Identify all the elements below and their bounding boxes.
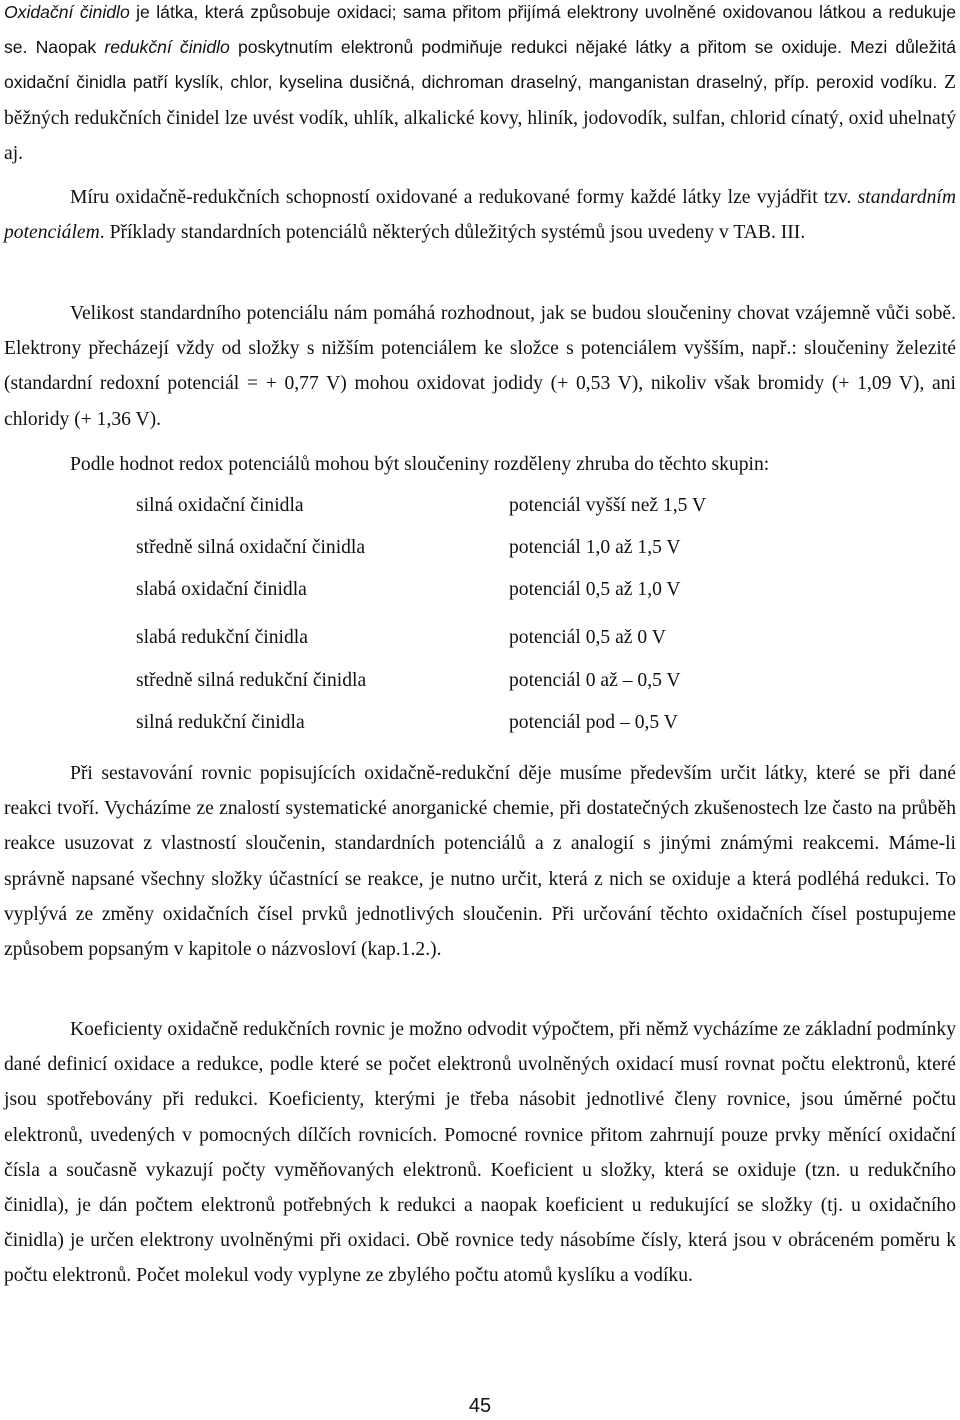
table-row <box>136 492 776 520</box>
paragraph-standard-potential <box>4 180 956 250</box>
paragraph1-text-c: Z běžných redukčních činidel lze uvést vodík, uhlík, alkalické kovy, hliník, jodovodík, sulfan, chlorid cínatý, oxid uhelnatý aj. <box>4 72 956 164</box>
paragraph2-text-a: Míru oxidačně-redukčních schopností oxidované a redukované formy každé látky lze vyjádřit tzv. <box>70 187 858 208</box>
group-potential: potenciál 1,0 až 1,5 V <box>509 537 681 558</box>
group-potential: potenciál 0,5 až 0 V <box>509 627 666 648</box>
group-potential: potenciál 0 až – 0,5 V <box>509 670 681 691</box>
group-label: silná oxidační činidla <box>136 495 304 516</box>
paragraph1-text-b: poskytnutím elektronů podmiňuje redukci nějaké látky a přitom se oxiduje. Mezi důležitá oxidační činidla patří kyslík, chlor, kyselina dusičná, dichroman draselný, manganistan draselný, příp. peroxid vodíku. <box>4 37 957 93</box>
paragraph-oxidants-reductants <box>4 0 956 171</box>
paragraph1-text-a: je látka, která způsobuje oxidaci; sama přitom přijímá elektrony uvolněné oxidovanou látkou a redukuje se. Naopak <box>4 2 956 58</box>
paragraph-groups-intro <box>4 447 956 482</box>
table-row <box>136 534 776 562</box>
table-row <box>136 667 776 695</box>
group-label: slabá oxidační činidla <box>136 579 307 600</box>
group-potential: potenciál vyšší než 1,5 V <box>509 495 707 516</box>
term-standard-potential: standardním potenciálem <box>4 187 956 244</box>
paragraph-equations <box>4 756 956 967</box>
page-number: 45 <box>468 1395 492 1417</box>
table-row <box>136 709 776 737</box>
group-label: slabá redukční činidla <box>136 627 308 648</box>
paragraph2-text-b: . Příklady standardních potenciálů některých důležitých systémů jsou uvedeny v TAB. III. <box>99 222 806 244</box>
paragraph4-text: Podle hodnot redox potenciálů mohou být sloučeniny rozděleny zhruba do těchto skupin: <box>70 454 770 475</box>
group-potential: potenciál 0,5 až 1,0 V <box>509 579 681 600</box>
group-label: silná redukční činidla <box>136 712 305 733</box>
paragraph5-text: Při sestavování rovnic popisujících oxidačně-redukční děje musíme především určit látky, které se při dané reakci tvoří. Vycházíme ze znalostí systematické anorganické chemie, při dostatečných zkušenostech lze často na průběh reakce usuzovat z vlastností sloučenin, standardních potenciálů a z analogií s jinými známými reakcemi. Máme-li správně napsané všechny složky účastnící se reakce, je nutno určit, která z nich se oxiduje a která podléhá redukci. To vyplývá ze změny oxidačních čísel prvků jednotlivých sloučenin. Při určování těchto oxidačních čísel postupujeme způsobem popsaným v kapitole o názvosloví (kap.1.2.). <box>4 763 956 961</box>
table-row <box>136 576 776 604</box>
table-row <box>136 624 776 652</box>
paragraph6-text: Koeficienty oxidačně redukčních rovnic je možno odvodit výpočtem, při němž vycházíme ze základní podmínky dané definicí oxidace a redukce, podle které se počet elektronů uvolněných oxidací musí rovnat počtu elektronů, které jsou spotřebovány při redukci. Koeficienty, kterými je třeba násobit jednotlivé členy rovnice, jsou úměrné počtu elektronů, uvedených v pomocných dílčích rovnicích. Pomocné rovnice přitom zahrnují pouze prvky měnící oxidační čísla a současně vykazují počty vyměňovaných elektronů. Koeficient u složky, která se oxiduje (tzn. u redukčního činidla), je dán počtem elektronů potřebných k redukci a naopak koeficient u redukující se složky (tj. u oxidačního činidla) je určen elektrony uvolněnými při oxidaci. Obě rovnice tedy násobíme čísly, která jsou v obráceném poměru k počtu elektronů. Počet molekul vody vyplyne ze zbylého počtu atomů kyslíku a vodíku. <box>4 1019 956 1287</box>
term-oxidant: Oxidační činidlo <box>4 2 130 22</box>
group-label: středně silná redukční činidla <box>136 670 367 691</box>
term-reductant: redukční činidlo <box>104 37 230 58</box>
paragraph3-text: Velikost standardního potenciálu nám pomáhá rozhodnout, jak se budou sloučeniny chovat vzájemně vůči sobě. Elektrony přecházejí vždy od složky s nižším potenciálem ke složce s potenciálem vyšším, např.: sloučeniny železité (standardní redoxní potenciál = + 0,77 V) mohou oxidovat jodidy (+ 0,53 V), nikoliv však bromidy (+ 1,09 V), ani chloridy (+ 1,36 V). <box>4 303 956 430</box>
group-label: středně silná oxidační činidla <box>136 537 366 558</box>
group-potential: potenciál pod – 0,5 V <box>509 712 678 733</box>
paragraph-potential-magnitude <box>4 296 956 437</box>
paragraph-coefficients <box>4 1012 956 1294</box>
